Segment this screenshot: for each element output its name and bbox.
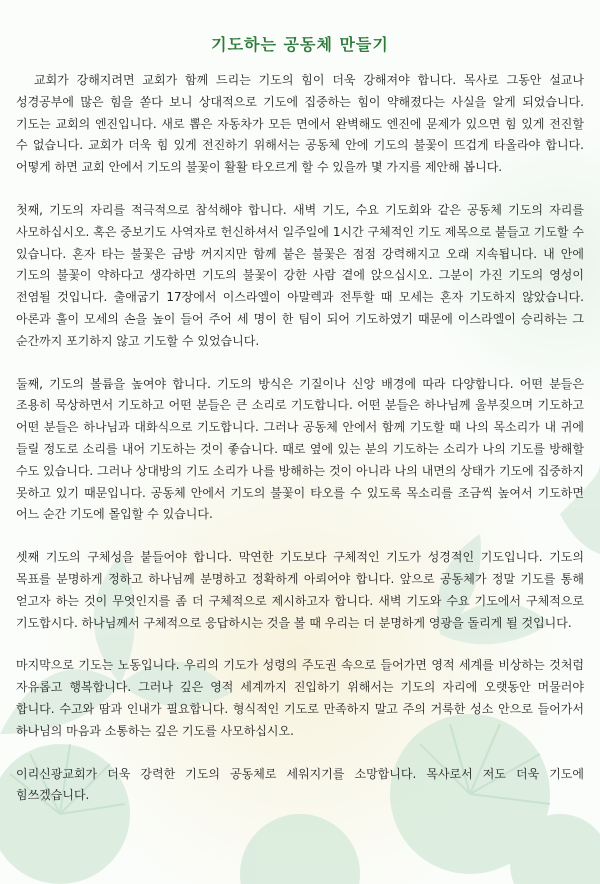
- paragraph-first-point: 첫째, 기도의 자리를 적극적으로 참석해야 합니다. 새벽 기도, 수요 기도회와 같은 공동체 기도의 자리를 사모하십시오. 혹은 중보기도 사역자로 헌신하셔서 일주일에 1시간 구체적인 기도 제목으로 붙들고 기도할 수 있습니다. 혼자 타는 불꽃은 금방 꺼지지만 함께 붙은 불꽃은 점점 강력해지고 오래 지속됩니다. 내 안에 기도의 불꽃이 약하다고 생각하면 기도의 불꽃이 강한 사람 곁에 앉으십시오. 그분이 가진 기도의 영성이 전염될 것입니다. 출애굽기 17장에서 이스라엘이 아말렉과 전투할 때 모세는 혼자 기도하지 않았습니다. 아론과 훌이 모세의 손을 높이 들어 주어 세 명이 한 팀이 되어 기도하였기 때문에 이스라엘이 승리하는 그 순간까지 포기하지 않고 기도할 수 있었습니다.: [16, 202, 584, 348]
- paragraph-third-point: 셋째 기도의 구체성을 붙들어야 합니다. 막연한 기도보다 구체적인 기도가 성경적인 기도입니다. 기도의 목표를 분명하게 정하고 하나님께 분명하고 정확하게 아뢰어야 합니다. 앞으로 공동체가 정말 기도를 통해 얻고자 하는 것이 무엇인지를 좀 더 구체적으로 제시하고자 합니다. 새벽 기도와 수요 기도에서 구체적으로 기도합시다. 하나님께서 구체적으로 응답하시는 것을 볼 때 우리는 더 분명하게 영광을 돌리게 될 것입니다.: [16, 550, 584, 630]
- document-body: [16, 70, 584, 807]
- page-title: 기도하는 공동체 만들기: [211, 35, 389, 54]
- paragraph-last-point: 마지막으로 기도는 노동입니다. 우리의 기도가 성령의 주도권 속으로 들어가면 영적 세계를 비상하는 것처럼 자유롭고 행복합니다. 그러나 깊은 영적 세계까지 진입하기 위해서는 기도의 자리에 오랫동안 머물러야 합니다. 수고와 땀과 인내가 필요합니다. 형식적인 기도로 만족하지 말고 주의 거룩한 성소 안으로 들어가서 하나님의 마음과 소통하는 깊은 기도를 사모하십시오.: [16, 658, 584, 738]
- paragraph-intro: 교회가 강해지려면 교회가 함께 드리는 기도의 힘이 더욱 강해져야 합니다. 목사로 그동안 설교나 성경공부에 많은 힘을 쏟다 보니 상대적으로 기도에 집중하는 힘이 약해졌다는 사실을 알게 되었습니다. 기도는 교회의 엔진입니다. 새로 뽑은 자동차가 모든 면에서 완벽해도 엔진에 문제가 있으면 힘 있게 전진할 수 없습니다. 교회가 더욱 힘 있게 전진하기 위해서는 공동체 안에 기도의 불꽃이 뜨겁게 타올라야 합니다. 어떻게 하면 교회 안에서 기도의 불꽃이 활활 타오르게 할 수 있을까 몇 가지를 제안해 봅니다.: [16, 73, 584, 175]
- paragraph-closing: 이리신광교회가 더욱 강력한 기도의 공동체로 세워지기를 소망합니다. 목사로서 저도 더욱 기도에 힘쓰겠습니다.: [16, 766, 584, 803]
- paragraph-second-point: 둘째, 기도의 볼륨을 높여야 합니다. 기도의 방식은 기질이나 신앙 배경에 따라 다양합니다. 어떤 분들은 조용히 묵상하면서 기도하고 어떤 분들은 큰 소리로 기도합니다. 어떤 분들은 하나님께 울부짖으며 기도하고 어떤 분들은 하나님과 대화식으로 기도합니다. 그러나 공동체 안에서 함께 기도할 때 나의 목소리가 내 귀에 들릴 정도로 소리를 내어 기도하는 것이 좋습니다. 때로 옆에 있는 분의 기도하는 소리가 나의 기도를 방해할 수도 있습니다. 그러나 상대방의 기도 소리가 나를 방해하는 것이 아니라 나의 내면의 상태가 기도에 집중하지 못하고 있기 때문입니다. 공동체 안에서 기도의 불꽃이 타오를 수 있도록 목소리를 조금씩 높여서 기도하면 어느 순간 기도에 몰입할 수 있습니다.: [16, 376, 584, 522]
- document: [0, 34, 600, 807]
